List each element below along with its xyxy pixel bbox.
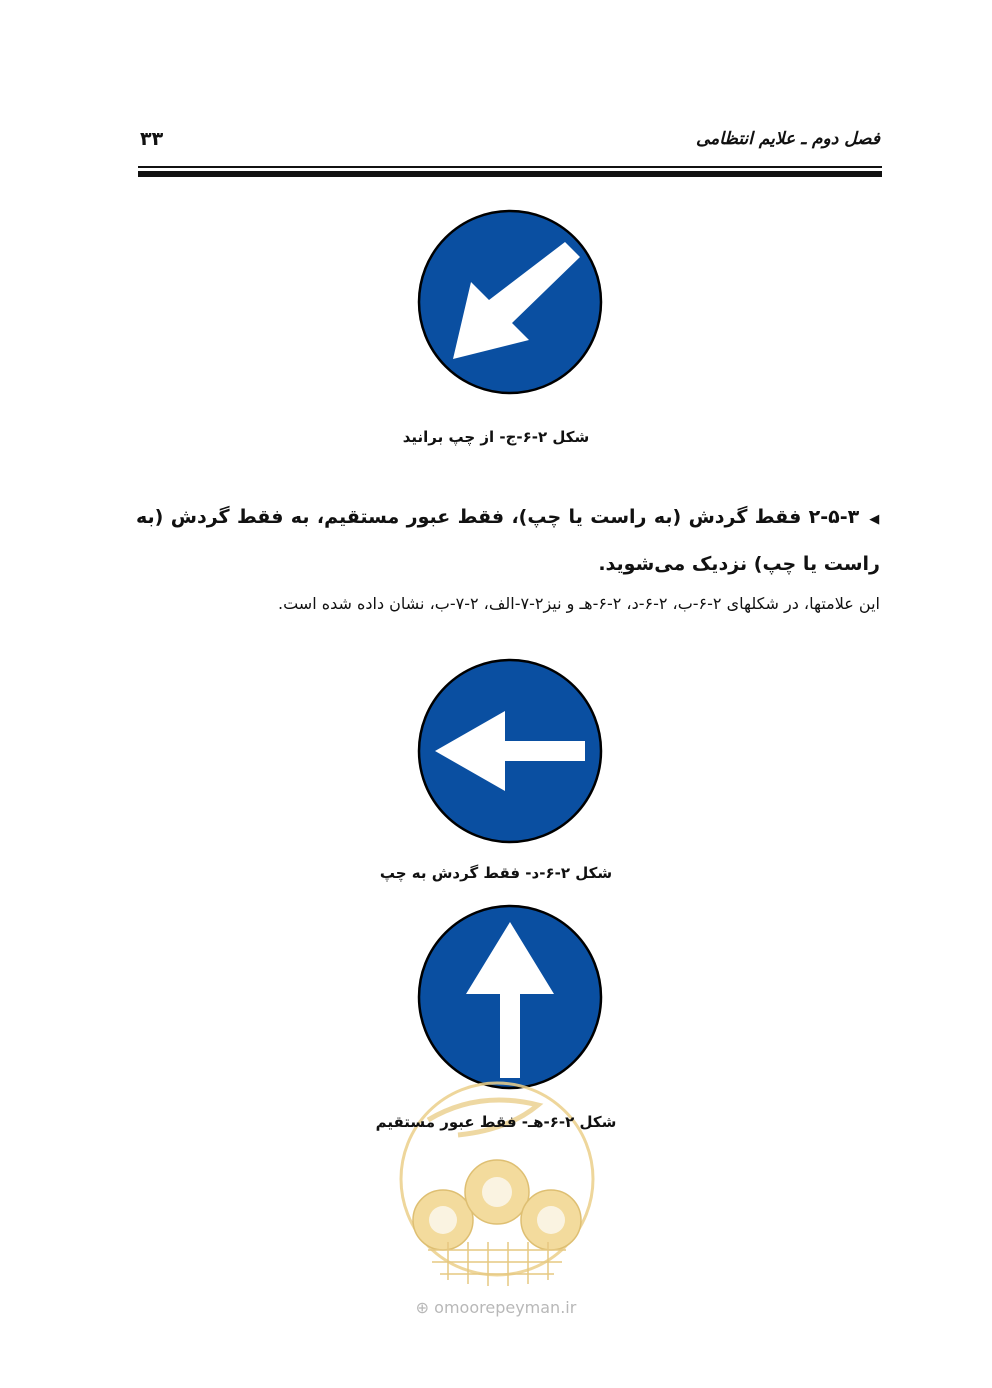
figure-caption: شکل ۲-۶-هـ- فقط عبور مستقیم bbox=[375, 1113, 617, 1131]
figure-caption: شکل ۲-۶-ج- از چپ برانید bbox=[402, 428, 590, 446]
watermark-site-text: omoorepeyman.ir bbox=[434, 1298, 577, 1317]
section-heading bbox=[136, 495, 880, 587]
bullet-icon: ◀ bbox=[869, 512, 880, 527]
watermark-site bbox=[380, 1298, 612, 1317]
watermark-logo bbox=[388, 1070, 606, 1300]
section-paragraph: این علامتها، در شکلهای ۲-۶-ب، ۲-۶-د، ۲-۶-هـ و نیز۲-۷-الف، ۲-۷-ب، نشان داده شده است. bbox=[277, 594, 880, 613]
section-heading-text: ۲-۵-۳ فقط گردش (به راست یا چپ)، فقط عبور مستقیم، به فقط گردش (به راست یا چپ) نزدیک می‌شوید. bbox=[136, 506, 880, 575]
chapter-title: فصل دوم ـ علایم انتظامی bbox=[695, 129, 880, 149]
header-rule-thin bbox=[138, 166, 882, 168]
header-rule-thick bbox=[138, 171, 882, 177]
page-number: ۳۳ bbox=[140, 128, 164, 150]
keep-left-sign bbox=[417, 209, 603, 395]
globe-icon: ⊕ bbox=[415, 1298, 430, 1317]
figure-caption: شکل ۲-۶-د- فقط گردش به چپ bbox=[379, 864, 613, 882]
turn-left-only-sign bbox=[417, 658, 603, 844]
straight-only-sign bbox=[417, 904, 603, 1090]
